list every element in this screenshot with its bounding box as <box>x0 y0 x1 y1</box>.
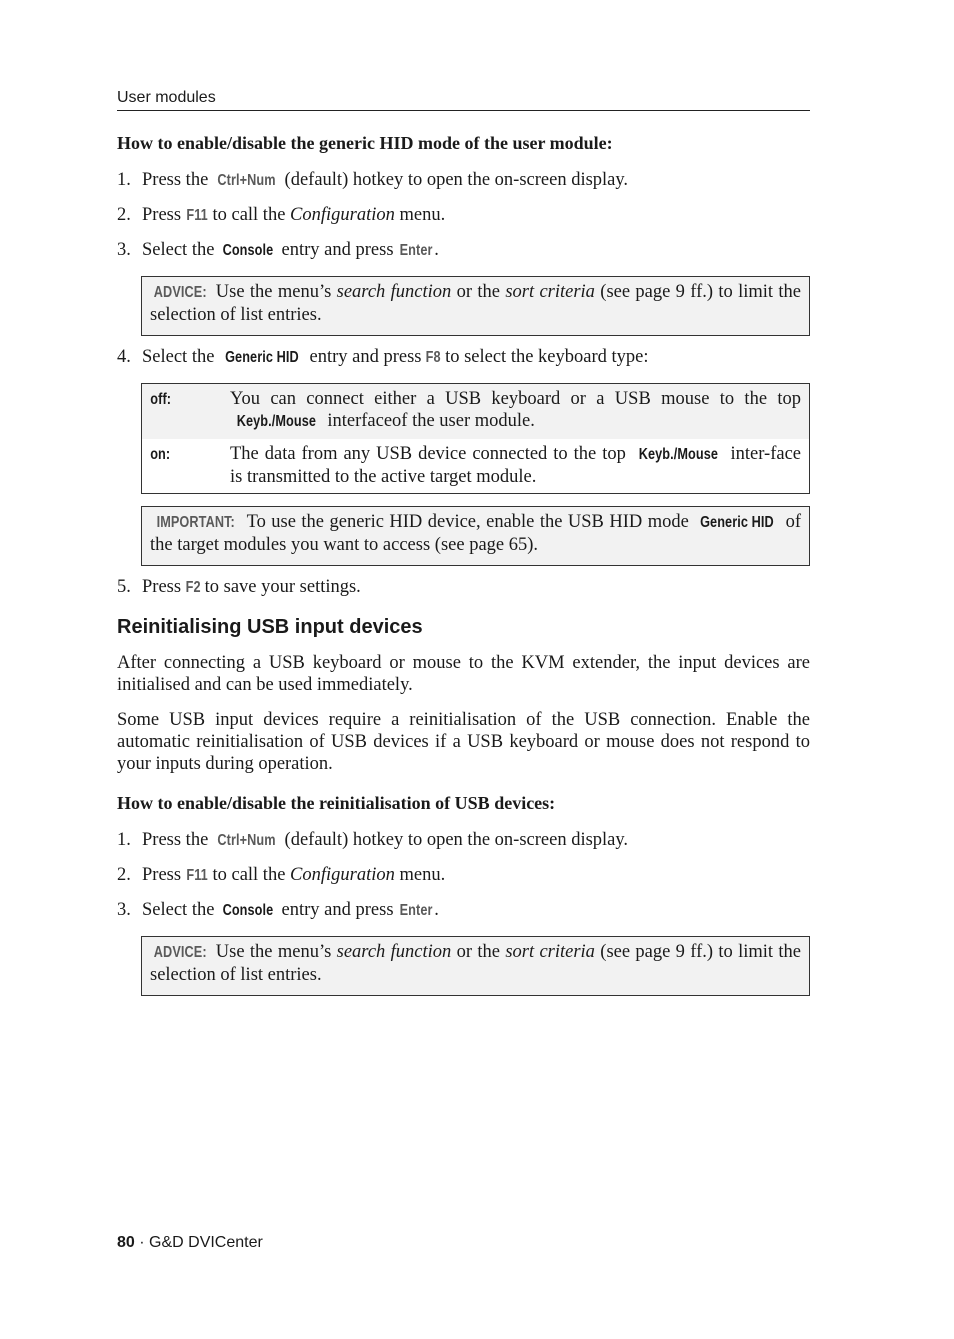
menu-name: Configuration <box>290 205 395 225</box>
header-title: User modules <box>117 89 216 106</box>
key-label: F11 <box>186 207 208 224</box>
options-table <box>141 383 810 494</box>
entry-label: Console <box>222 902 274 919</box>
hotkey-label: Ctrl+Num <box>217 832 276 849</box>
step-4: 4. Select the Generic HID entry and press F8 to select the keyboard type: <box>117 347 649 367</box>
step-2: 2. Press F11 to call the Configuration menu. <box>117 865 446 885</box>
entry-label: Console <box>222 242 274 259</box>
important-box: IMPORTANT: To use the generic HID device, enable the USB HID mode Generic HID of the target modules you want to access (see page 65). <box>141 506 810 566</box>
paragraph-1: After connecting a USB keyboard or mouse to the KVM extender, the input devices are initialised and can be used immediately. <box>117 653 810 695</box>
key-label: F2 <box>185 579 201 596</box>
key-label: F11 <box>186 867 208 884</box>
page-number: 80 <box>117 1234 135 1251</box>
hotkey-label: Ctrl+Num <box>217 172 276 189</box>
procedure-heading-hid: How to enable/disable the generic HID mode of the user module: <box>117 133 613 153</box>
important-label: IMPORTANT: <box>156 514 235 531</box>
entry-label: Generic HID <box>225 349 299 366</box>
option-term: off: <box>150 391 172 408</box>
option-row-off <box>142 384 809 439</box>
key-label: Enter <box>399 902 433 919</box>
step-1: 1. Press the Ctrl+Num (default) hotkey to open the on-screen display. <box>117 830 629 850</box>
product-name: G&D DVICenter <box>149 1234 263 1251</box>
section-title: Reinitialising USB input devices <box>117 616 423 638</box>
step-2: 2. Press F11 to call the Configuration menu. <box>117 205 446 225</box>
step-1: 1. Press the Ctrl+Num (default) hotkey to open the on-screen display. <box>117 170 629 190</box>
advice-label: ADVICE: <box>153 284 207 301</box>
key-label: Enter <box>399 242 433 259</box>
option-description: You can connect either a USB keyboard or a USB mouse to the top Keyb./Mouse interfaceof the user module. <box>230 389 801 431</box>
step-5: 5. Press F2 to save your settings. <box>117 577 361 597</box>
paragraph-2: Some USB input devices require a reinitialisation of the USB connection. Enable the automatic reinitialisation of USB devices if a USB keyboard or mouse does not respond to your inputs during operation. <box>117 710 810 774</box>
step-3: 3. Select the Console entry and press Enter. <box>117 900 439 920</box>
option-description: The data from any USB device connected to the top Keyb./Mouse inter-face is transmitted to the active target module. <box>230 444 801 487</box>
key-label: F8 <box>425 349 441 366</box>
step-3: 3. Select the Console entry and press Enter. <box>117 240 439 260</box>
advice-box: ADVICE: Use the menu’s search function or the sort criteria (see page 9 ff.) to limit the selection of list entries. <box>141 936 810 996</box>
running-header <box>117 89 810 111</box>
page-footer: 80 · G&D DVICenter <box>117 1234 263 1251</box>
advice-box: ADVICE: Use the menu’s search function or the sort criteria (see page 9 ff.) to limit the selection of list entries. <box>141 276 810 336</box>
option-term: on: <box>150 446 171 463</box>
option-row-on <box>142 439 809 492</box>
menu-name: Configuration <box>290 865 395 885</box>
procedure-heading-reinit: How to enable/disable the reinitialisation of USB devices: <box>117 793 556 813</box>
advice-label: ADVICE: <box>153 944 207 961</box>
